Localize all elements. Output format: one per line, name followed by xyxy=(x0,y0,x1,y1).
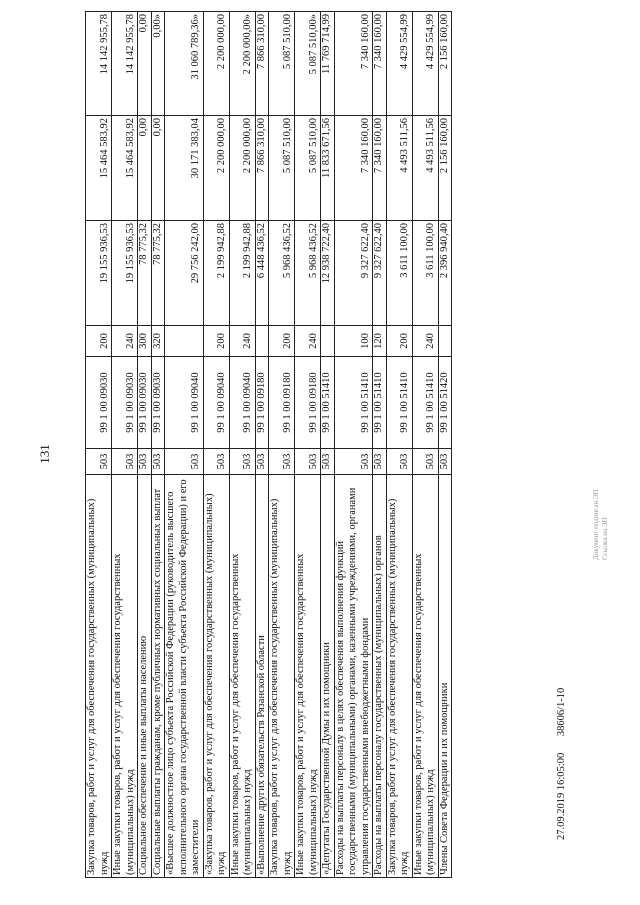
row-expense-type xyxy=(255,326,269,357)
row-name: «Депутаты Государственной Думы и их помощники xyxy=(321,475,335,878)
row-value-2020: 2 200 000,00 xyxy=(229,116,255,221)
row-value-2020: 2 200 000,00 xyxy=(203,116,229,221)
row-expense-type xyxy=(438,326,452,357)
row-name: Иные закупки товаров, работ и услуг для обеспечения государственных (муниципальных) нужд xyxy=(412,475,438,878)
row-name: Иные закупки товаров, работ и услуг для обеспечения государственных (муниципальных) нужд xyxy=(229,475,255,878)
table-row xyxy=(229,12,255,878)
row-name: Расходы на выплаты персоналу государственных (муниципальных) органов xyxy=(373,475,387,878)
row-name: «Высшее должностное лицо субъекта Российской Федерации (руководитель высшего исполнительного органа государственной власти субъекта Российской Федерации) и его заместители xyxy=(165,475,204,878)
row-section: 503 xyxy=(138,449,152,475)
row-target-code: 99 1 00 09180 xyxy=(255,357,269,449)
row-expense-type: 320 xyxy=(151,326,165,357)
budget-table xyxy=(85,11,452,878)
row-value-2021: 7 866 310,00 xyxy=(255,12,269,116)
row-value-2019: 9 327 622,40 xyxy=(373,221,387,326)
row-value-2020: 15 464 583,92 xyxy=(112,116,138,221)
row-expense-type: 100 xyxy=(334,326,373,357)
row-value-2021: 14 142 955,78 xyxy=(86,12,112,116)
row-value-2019: 2 199 942,88 xyxy=(229,221,255,326)
page-number: 131 xyxy=(37,444,52,464)
row-target-code: 99 1 00 51410 xyxy=(373,357,387,449)
row-target-code: 99 1 00 09040 xyxy=(203,357,229,449)
row-value-2020: 15 464 583,92 xyxy=(86,116,112,221)
row-section: 503 xyxy=(86,449,112,475)
row-value-2020: 4 493 511,56 xyxy=(386,116,412,221)
table-row xyxy=(295,12,321,878)
row-name: Закупка товаров, работ и услуг для обеспечения государственных (муниципальных) нужд xyxy=(86,475,112,878)
row-value-2021: 2 200 000,00» xyxy=(229,12,255,116)
row-value-2019: 6 448 436,52 xyxy=(255,221,269,326)
row-target-code: 99 1 00 51410 xyxy=(334,357,373,449)
row-target-code: 99 1 00 51410 xyxy=(412,357,438,449)
row-value-2019: 29 756 242,00 xyxy=(165,221,204,326)
row-section: 503 xyxy=(386,449,412,475)
row-section: 503 xyxy=(373,449,387,475)
row-name: Социальное обеспечение и иные выплаты населению xyxy=(138,475,152,878)
row-section: 503 xyxy=(412,449,438,475)
footer-code: 38606/1-10 xyxy=(556,687,567,737)
row-value-2019: 3 611 100,00 xyxy=(386,221,412,326)
row-value-2020: 11 833 671,56 xyxy=(321,116,335,221)
row-value-2019: 78 775,32 xyxy=(151,221,165,326)
row-section: 503 xyxy=(334,449,373,475)
row-target-code: 99 1 00 09180 xyxy=(269,357,295,449)
table-row xyxy=(255,12,269,878)
row-expense-type: 240 xyxy=(295,326,321,357)
signature-stamp xyxy=(592,470,610,560)
row-name: Расходы на выплаты персоналу в целях обеспечения выполнения функций государственными (муниципальными) органами, казенными учреждениями, органами управления государственными внебюджетными фондами xyxy=(334,475,373,878)
table-row xyxy=(334,12,373,878)
row-expense-type: 120 xyxy=(373,326,387,357)
table-row xyxy=(269,12,295,878)
row-value-2020: 5 087 510,00 xyxy=(295,116,321,221)
row-name: Закупка товаров, работ и услуг для обеспечения государственных (муниципальных) нужд xyxy=(386,475,412,878)
row-value-2020: 0,00 xyxy=(151,116,165,221)
table-row xyxy=(151,12,165,878)
row-value-2021: 5 087 510,00 xyxy=(269,12,295,116)
row-name: Закупка товаров, работ и услуг для обеспечения государственных (муниципальных) нужд xyxy=(269,475,295,878)
row-value-2021: 11 769 714,99 xyxy=(321,12,335,116)
row-value-2019: 2 199 942,88 xyxy=(203,221,229,326)
table-row xyxy=(386,12,412,878)
row-value-2020: 5 087 510,00 xyxy=(269,116,295,221)
row-name: Члены Совета Федерации и их помощники xyxy=(438,475,452,878)
row-target-code: 99 1 00 51420 xyxy=(438,357,452,449)
table-row xyxy=(438,12,452,878)
row-expense-type: 240 xyxy=(112,326,138,357)
row-section: 503 xyxy=(112,449,138,475)
row-name: Иные закупки товаров, работ и услуг для обеспечения государственных (муниципальных) нужд xyxy=(295,475,321,878)
row-value-2021: 5 087 510,00» xyxy=(295,12,321,116)
stamp-line: Ссылка на ЭП xyxy=(601,517,609,560)
row-section: 503 xyxy=(438,449,452,475)
table-row xyxy=(412,12,438,878)
row-name: Иные закупки товаров, работ и услуг для обеспечения государственных (муниципальных) нужд xyxy=(112,475,138,878)
row-expense-type: 240 xyxy=(229,326,255,357)
table-row xyxy=(112,12,138,878)
table-row xyxy=(373,12,387,878)
row-value-2021: 7 340 160,00 xyxy=(373,12,387,116)
row-section: 503 xyxy=(203,449,229,475)
row-value-2021: 4 429 554,99 xyxy=(386,12,412,116)
table-row xyxy=(321,12,335,878)
footer-datetime: 27.09.2019 16:05:00 xyxy=(556,752,567,840)
row-value-2021: 4 429 554,99 xyxy=(412,12,438,116)
row-value-2019: 19 155 936,53 xyxy=(112,221,138,326)
row-value-2021: 7 340 160,00 xyxy=(334,12,373,116)
row-value-2019: 3 611 100,00 xyxy=(412,221,438,326)
row-section: 503 xyxy=(255,449,269,475)
row-target-code: 99 1 00 09030 xyxy=(151,357,165,449)
row-section: 503 xyxy=(151,449,165,475)
row-value-2019: 78 775,32 xyxy=(138,221,152,326)
row-expense-type: 200 xyxy=(86,326,112,357)
table-row xyxy=(203,12,229,878)
row-value-2020: 30 171 383,04 xyxy=(165,116,204,221)
row-target-code: 99 1 00 09040 xyxy=(165,357,204,449)
budget-table-body xyxy=(86,12,452,878)
table-row xyxy=(86,12,112,878)
table-row xyxy=(165,12,204,878)
row-value-2019: 2 396 940,40 xyxy=(438,221,452,326)
row-target-code: 99 1 00 09180 xyxy=(295,357,321,449)
row-target-code: 99 1 00 51410 xyxy=(386,357,412,449)
row-name: Социальные выплаты гражданам, кроме публичных нормативных социальных выплат xyxy=(151,475,165,878)
row-target-code: 99 1 00 09030 xyxy=(138,357,152,449)
row-value-2021: 31 060 789,36» xyxy=(165,12,204,116)
row-expense-type: 200 xyxy=(203,326,229,357)
row-value-2019: 12 938 722,40 xyxy=(321,221,335,326)
rotated-budget-table-container xyxy=(85,12,585,878)
row-expense-type: 200 xyxy=(386,326,412,357)
row-value-2019: 5 968 436,52 xyxy=(295,221,321,326)
row-name: «Закупка товаров, работ и услуг для обеспечения государственных (муниципальных) нужд xyxy=(203,475,229,878)
table-row xyxy=(138,12,152,878)
row-section: 503 xyxy=(165,449,204,475)
row-value-2019: 9 327 622,40 xyxy=(334,221,373,326)
row-value-2020: 7 866 310,00 xyxy=(255,116,269,221)
footer xyxy=(556,640,567,840)
row-value-2021: 14 142 955,78 xyxy=(112,12,138,116)
row-target-code: 99 1 00 09030 xyxy=(86,357,112,449)
row-expense-type xyxy=(321,326,335,357)
row-value-2019: 5 968 436,52 xyxy=(269,221,295,326)
stamp-line: Документ подписан ЭП xyxy=(592,489,600,560)
row-expense-type xyxy=(165,326,204,357)
row-value-2021: 2 156 160,00 xyxy=(438,12,452,116)
row-value-2020: 0,00 xyxy=(138,116,152,221)
row-value-2020: 7 340 160,00 xyxy=(373,116,387,221)
row-value-2020: 7 340 160,00 xyxy=(334,116,373,221)
row-target-code: 99 1 00 51410 xyxy=(321,357,335,449)
row-section: 503 xyxy=(321,449,335,475)
row-value-2021: 2 200 000,00 xyxy=(203,12,229,116)
row-target-code: 99 1 00 09040 xyxy=(229,357,255,449)
row-value-2019: 19 155 936,53 xyxy=(86,221,112,326)
row-section: 503 xyxy=(295,449,321,475)
row-section: 503 xyxy=(229,449,255,475)
row-expense-type: 200 xyxy=(269,326,295,357)
row-expense-type: 240 xyxy=(412,326,438,357)
row-value-2021: 0,00» xyxy=(151,12,165,116)
row-value-2021: 0,00 xyxy=(138,12,152,116)
row-value-2020: 2 156 160,00 xyxy=(438,116,452,221)
row-target-code: 99 1 00 09030 xyxy=(112,357,138,449)
row-section: 503 xyxy=(269,449,295,475)
row-name: «Выполнение других обязательств Рязанской области xyxy=(255,475,269,878)
row-expense-type: 300 xyxy=(138,326,152,357)
row-value-2020: 4 493 511,56 xyxy=(412,116,438,221)
